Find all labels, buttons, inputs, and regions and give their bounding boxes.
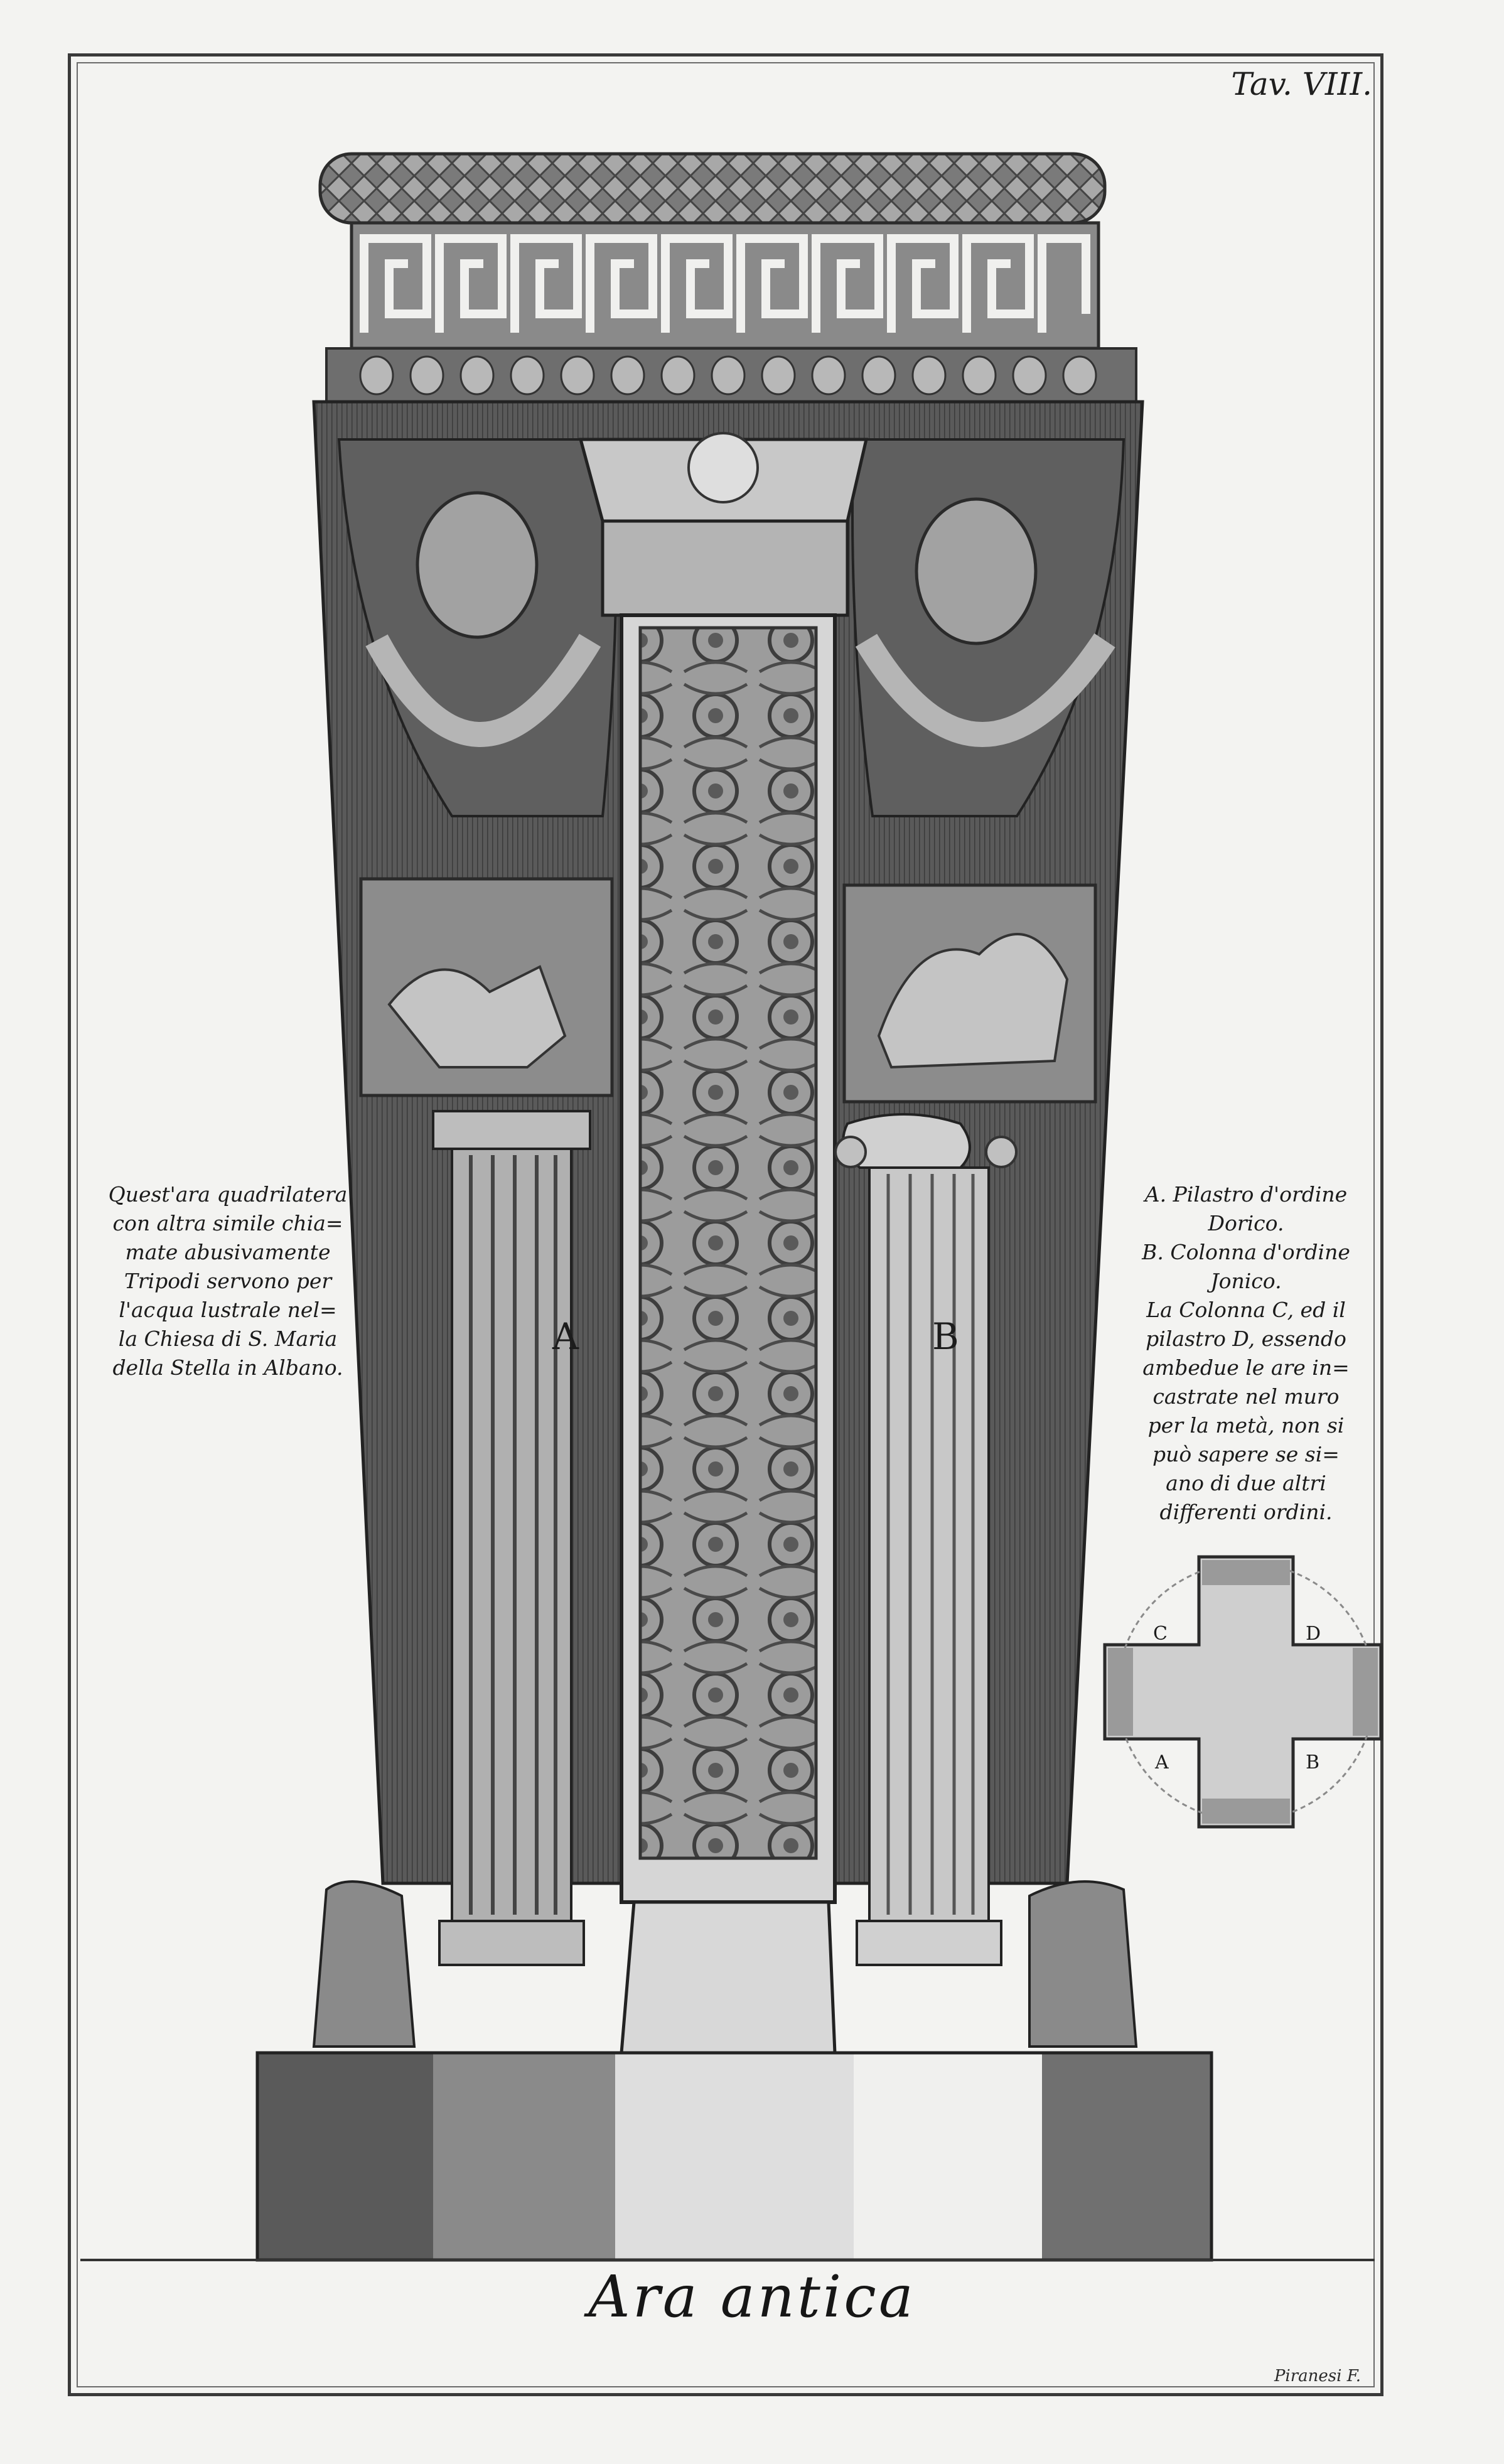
artist-signature: Piranesi F. bbox=[1274, 2367, 1361, 2386]
column-label: B bbox=[932, 1315, 959, 1358]
pilaster-label: A bbox=[552, 1315, 579, 1358]
caption-left-line: della Stella in Albano. bbox=[112, 1355, 343, 1380]
central-capital bbox=[581, 433, 866, 615]
medusa-mask-right bbox=[916, 499, 1036, 643]
caption-right-line: differenti ordini. bbox=[1159, 1500, 1333, 1524]
caption-right-line: A. Pilastro d'ordine bbox=[1144, 1182, 1348, 1207]
altar-top-wreath bbox=[320, 154, 1105, 223]
caption-left-line: con altra simile chia= bbox=[112, 1211, 343, 1235]
caption-right-line: può sapere se si= bbox=[1152, 1442, 1340, 1466]
doric-pilaster-a bbox=[433, 1111, 590, 1965]
central-pilaster bbox=[621, 615, 835, 1902]
caption-right-line: La Colonna C, ed il bbox=[1146, 1298, 1346, 1322]
plan-label-a: A bbox=[1155, 1751, 1169, 1773]
caption-right-line: Jonico. bbox=[1210, 1269, 1282, 1293]
plate-number: Tav. VIII. bbox=[1231, 66, 1372, 102]
caption-left-line: Tripodi servono per bbox=[124, 1269, 332, 1293]
medusa-mask-left bbox=[417, 493, 537, 637]
plate-title: Ara antica bbox=[588, 2263, 916, 2330]
caption-left-line: Quest'ara quadrilatera bbox=[108, 1182, 348, 1207]
caption-right-line: per la metà, non si bbox=[1147, 1413, 1345, 1438]
caption-right-line: B. Colonna d'ordine bbox=[1142, 1240, 1350, 1264]
caption-right bbox=[1098, 1180, 1394, 1527]
caption-right-line: ambedue le are in= bbox=[1142, 1355, 1350, 1380]
greek-key-frieze bbox=[352, 223, 1098, 348]
caption-right-line: ano di due altri bbox=[1166, 1471, 1326, 1495]
caption-left-line: l'acqua lustrale nel= bbox=[119, 1298, 337, 1322]
plan-label-b: B bbox=[1306, 1751, 1320, 1773]
plan-label-c: C bbox=[1153, 1623, 1168, 1645]
egg-and-dart-molding bbox=[326, 348, 1136, 402]
caption-right-line: pilastro D, essendo bbox=[1146, 1326, 1346, 1351]
altar-floor-plan bbox=[1105, 1557, 1381, 1827]
caption-right-line: castrate nel muro bbox=[1152, 1384, 1340, 1409]
caption-left-line: mate abusivamente bbox=[125, 1240, 331, 1264]
caption-left bbox=[80, 1180, 375, 1382]
putto-face bbox=[689, 433, 758, 502]
rinceau-scroll-panel bbox=[640, 628, 816, 1858]
caption-right-line: Dorico. bbox=[1208, 1211, 1284, 1235]
lion-paw-feet bbox=[314, 1881, 1136, 2053]
plan-label-d: D bbox=[1306, 1623, 1321, 1645]
altar-base-plinth bbox=[257, 2053, 1211, 2260]
caption-left-line: la Chiesa di S. Maria bbox=[118, 1326, 338, 1351]
